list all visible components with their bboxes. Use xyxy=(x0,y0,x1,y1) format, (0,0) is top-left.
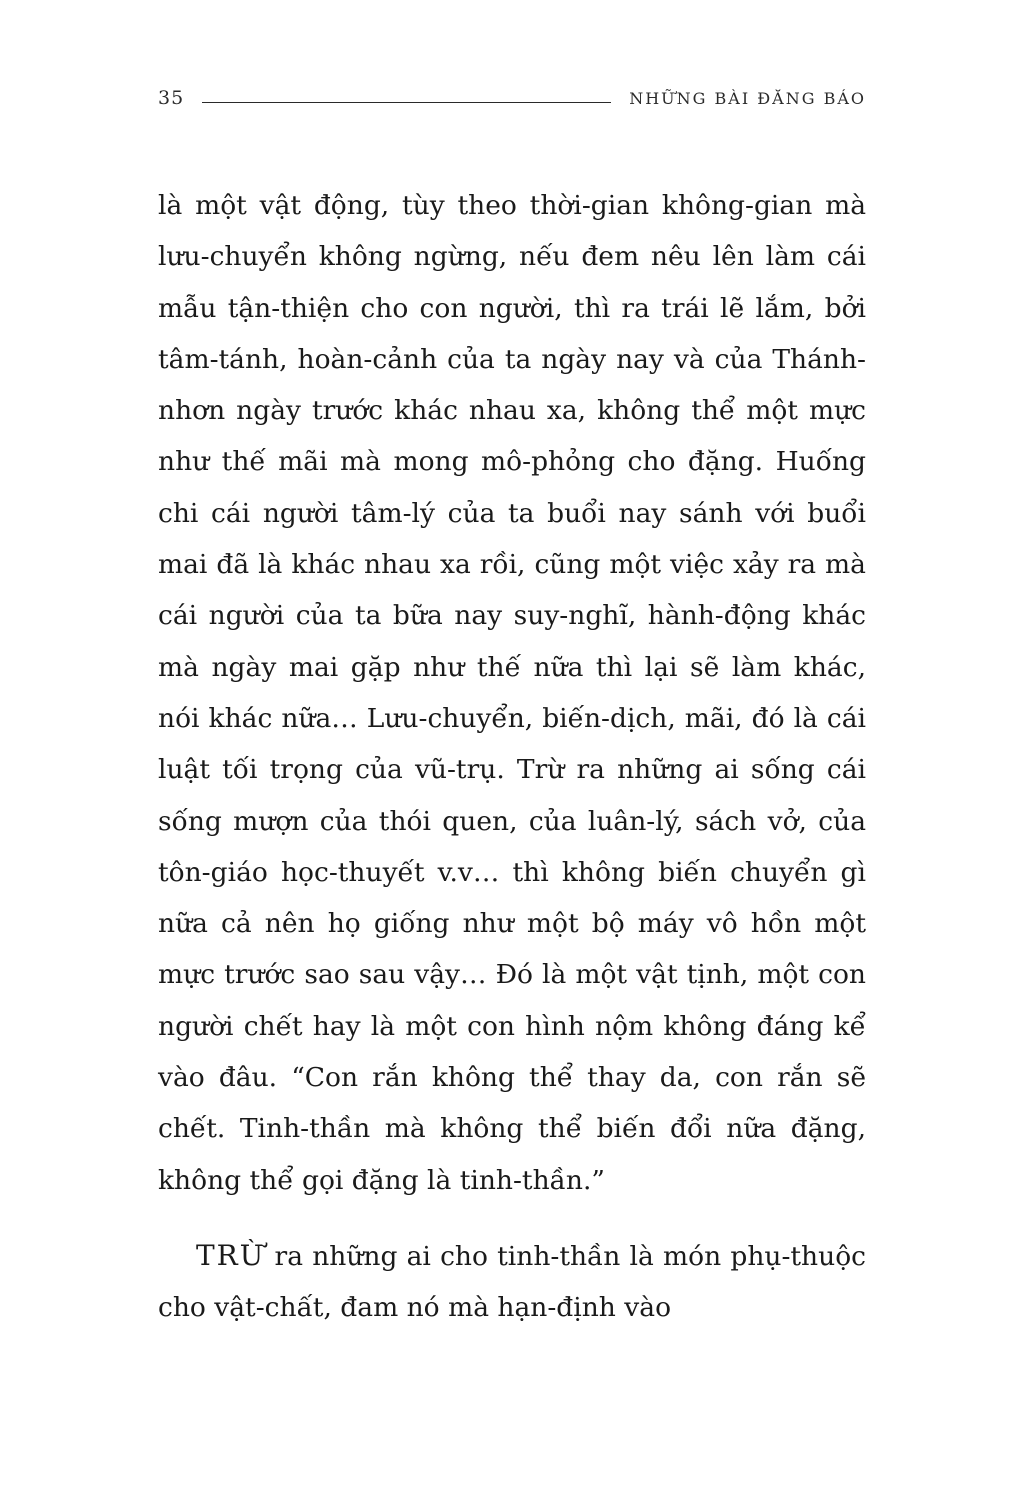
running-title: NHỮNG BÀI ĐĂNG BÁO xyxy=(629,88,866,108)
paragraph-continued: là một vật động, tùy theo thời-gian không-gian mà lưu-chuyển không ngừng, nếu đem nêu lên làm cái mẫu tận-thiện cho con người, thì ra trái lẽ lắm, bởi tâm-tánh, hoàn-cảnh của ta ngày nay và của Thánh-nhơn ngày trước khác nhau xa, không thể một mực như thế mãi mà mong mô-phỏng cho đặng. Huống chi cái người tâm-lý của ta buổi nay sánh với buổi mai đã là khác nhau xa rồi, cũng một việc xảy ra mà cái người của ta bữa nay suy-nghĩ, hành-động khác mà ngày mai gặp như thế nữa thì lại sẽ làm khác, nói khác nữa… Lưu-chuyển, biến-dịch, mãi, đó là cái luật tối trọng của vũ-trụ. Trừ ra những ai sống cái sống mượn của thói quen, của luân-lý, sách vở, của tôn-giáo học-thuyết v.v… thì không biến chuyển gì nữa cả nên họ giống như một bộ máy vô hồn một mực trước sao sau vậy… Đó là một vật tịnh, một con người chết hay là một con hình nộm không đáng kể vào đâu. “Con rắn không thể thay da, con rắn sẽ chết. Tinh-thần mà không thể biến đổi nữa đặng, không thể gọi đặng là tinh-thần.” xyxy=(158,190,866,1196)
paragraph-new xyxy=(158,1230,866,1334)
page-number: 35 xyxy=(158,87,185,109)
page-header xyxy=(158,82,866,114)
header-rule xyxy=(202,102,611,103)
body-text xyxy=(158,180,866,1334)
paragraph-body: ra những ai cho tinh-thần là món phụ-thuộc cho vật-chất, đam nó mà hạn-định vào xyxy=(158,1240,866,1324)
paragraph-lead-word: TRỪ xyxy=(196,1238,266,1272)
